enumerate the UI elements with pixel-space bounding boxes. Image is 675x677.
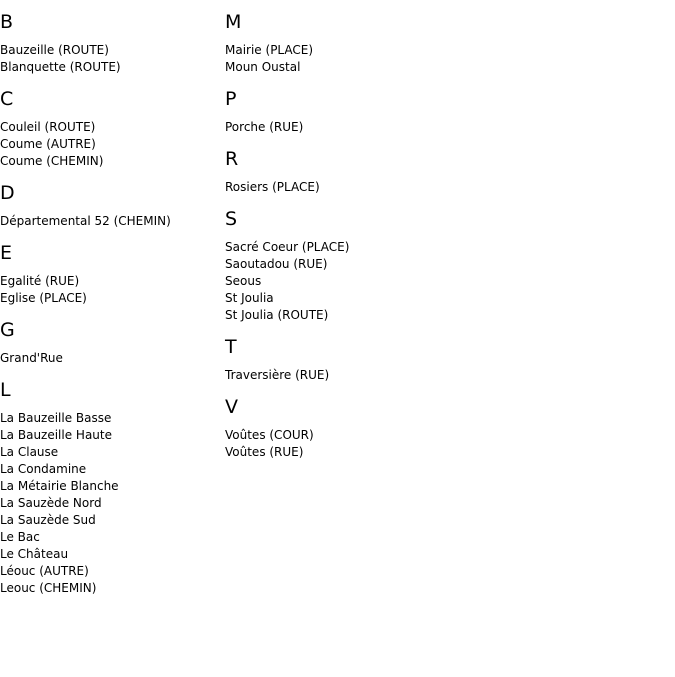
letter-group — [225, 337, 445, 384]
letter-group — [0, 380, 220, 597]
letter-group — [225, 149, 445, 196]
street-name: La Sauzède Nord — [0, 496, 102, 510]
street-name: Traversière (RUE) — [225, 368, 330, 382]
letter-heading: T — [225, 336, 237, 358]
street-name: Leouc (CHEMIN) — [0, 581, 97, 595]
letter-heading: G — [0, 319, 15, 341]
letter-group — [225, 209, 445, 324]
street-name: Sacré Coeur (PLACE) — [225, 240, 350, 254]
street-list — [225, 427, 445, 461]
street-list — [0, 350, 220, 367]
letter-heading: P — [225, 88, 237, 110]
letter-heading: E — [0, 242, 13, 264]
street-name: St Joulia (ROUTE) — [225, 308, 329, 322]
street-index-left-column — [0, 12, 220, 610]
street-name: Moun Oustal — [225, 60, 301, 74]
letter-heading: V — [225, 396, 238, 418]
street-name: La Sauzède Sud — [0, 513, 96, 527]
letter-group — [0, 183, 220, 230]
street-name: La Clause — [0, 445, 59, 459]
street-name: Voûtes (RUE) — [225, 445, 304, 459]
street-list — [0, 273, 220, 307]
street-name: St Joulia — [225, 291, 274, 305]
letter-group — [225, 12, 445, 76]
street-name: Rosiers (PLACE) — [225, 180, 320, 194]
street-name: Seous — [225, 274, 262, 288]
street-name: La Condamine — [0, 462, 87, 476]
letter-group — [0, 12, 220, 76]
letter-heading: M — [225, 11, 242, 33]
street-name: Grand'Rue — [0, 351, 63, 365]
street-name: La Bauzeille Basse — [0, 411, 112, 425]
street-list — [225, 367, 445, 384]
letter-heading: R — [225, 148, 239, 170]
street-name: Blanquette (ROUTE) — [0, 60, 121, 74]
street-name: La Bauzeille Haute — [0, 428, 112, 442]
street-name: Bauzeille (ROUTE) — [0, 43, 109, 57]
street-list — [225, 179, 445, 196]
letter-heading: S — [225, 208, 238, 230]
street-name: Départemental 52 (CHEMIN) — [0, 214, 171, 228]
letter-group — [0, 89, 220, 170]
street-name: Léouc (AUTRE) — [0, 564, 89, 578]
street-list — [0, 119, 220, 170]
street-name: Couleil (ROUTE) — [0, 120, 96, 134]
street-name: La Métairie Blanche — [0, 479, 119, 493]
street-name: Saoutadou (RUE) — [225, 257, 328, 271]
street-list — [225, 42, 445, 76]
street-name: Egalité (RUE) — [0, 274, 80, 288]
street-list — [0, 410, 220, 597]
street-list — [0, 42, 220, 76]
street-index-right-column — [225, 12, 445, 474]
letter-group — [0, 243, 220, 307]
street-name: Porche (RUE) — [225, 120, 304, 134]
street-name: Eglise (PLACE) — [0, 291, 87, 305]
street-name: Mairie (PLACE) — [225, 43, 314, 57]
letter-group — [225, 89, 445, 136]
street-name: Le Bac — [0, 530, 40, 544]
letter-heading: D — [0, 182, 15, 204]
street-name: Voûtes (COUR) — [225, 428, 314, 442]
street-name: Coume (CHEMIN) — [0, 154, 104, 168]
street-name: Coume (AUTRE) — [0, 137, 96, 151]
letter-heading: L — [0, 379, 11, 401]
street-list — [225, 119, 445, 136]
street-list — [225, 239, 445, 324]
street-list — [0, 213, 220, 230]
letter-group — [225, 397, 445, 461]
letter-heading: C — [0, 88, 14, 110]
street-name: Le Château — [0, 547, 69, 561]
letter-heading: B — [0, 11, 14, 33]
letter-group — [0, 320, 220, 367]
